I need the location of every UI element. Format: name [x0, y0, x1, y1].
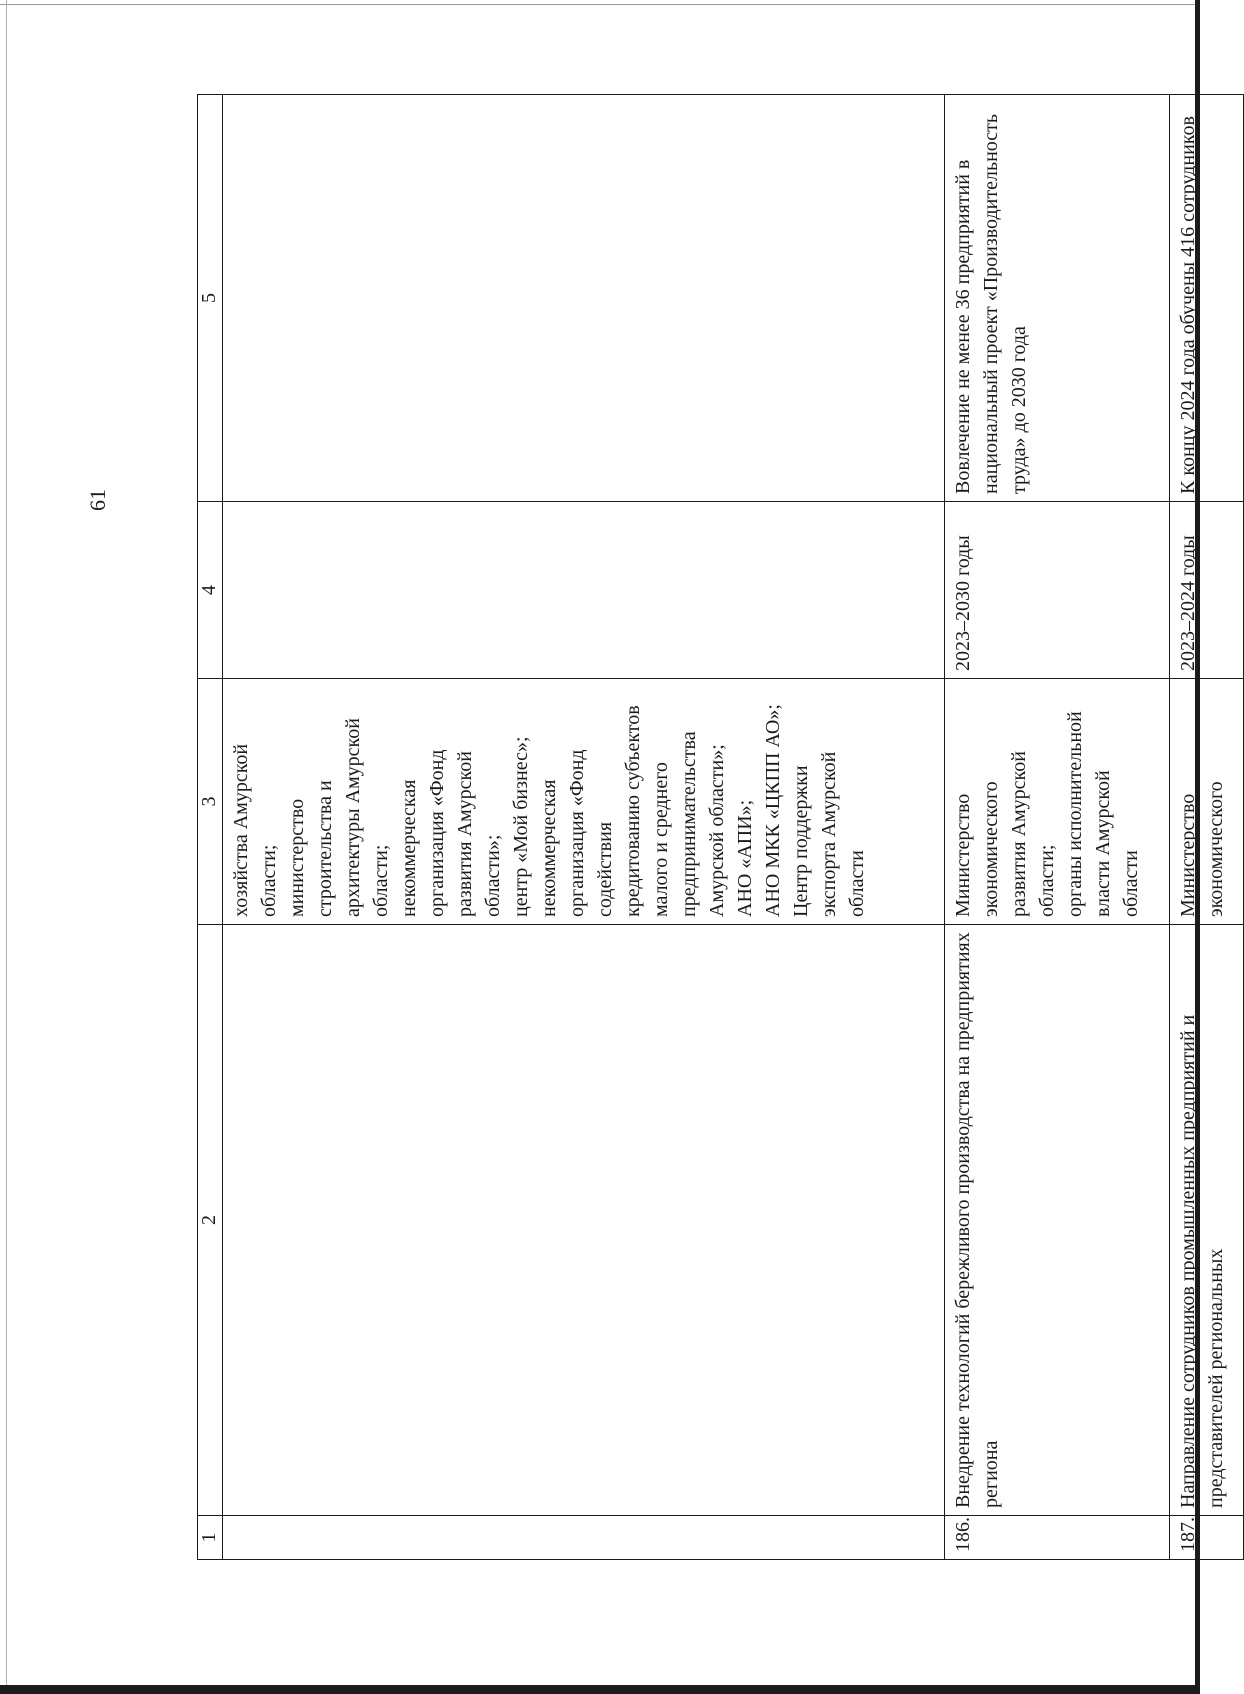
- result-cell: [223, 95, 944, 502]
- executor-line: области: [1119, 850, 1142, 917]
- column-number-5: 5: [198, 95, 223, 502]
- executor-line: экономического: [1204, 781, 1227, 917]
- column-number-3: 3: [198, 679, 223, 925]
- executor-line: центр «Мой бизнес»;: [510, 736, 533, 917]
- period-cell: [223, 502, 944, 679]
- measure-cell: Направление сотрудников промышленных предприятий и представителей региональных: [1169, 925, 1243, 1516]
- executor-line: Амурской области»;: [706, 744, 729, 917]
- executor-line: архитектуры Амурской: [342, 718, 365, 917]
- executor-line: содействия: [594, 821, 617, 917]
- executor-line: кредитованию субъектов: [622, 705, 645, 917]
- result-cell: Вовлечение не менее 36 предприятий в национальный проект «Производительность труда» до 2030 года: [944, 95, 1169, 502]
- executors-cell: [223, 679, 944, 925]
- table-row: [223, 95, 944, 1560]
- row-number-cell: [223, 1516, 944, 1560]
- measure-cell: Внедрение технологий бережливого производства на предприятиях региона: [944, 925, 1169, 1516]
- scan-left-line: [6, 0, 7, 1685]
- row-number-cell: 187.: [1169, 1516, 1243, 1560]
- executor-line: хозяйства Амурской: [230, 743, 253, 917]
- executor-line: Центр поддержки: [790, 765, 813, 917]
- executor-line: области;: [1035, 844, 1058, 917]
- executor-line: некоммерческая: [398, 779, 421, 917]
- executor-line: развития Амурской: [454, 751, 477, 917]
- executor-line: организация «Фонд: [566, 749, 589, 917]
- table-row: [1169, 95, 1243, 1560]
- scan-bottom-edge: [0, 1685, 1200, 1694]
- executor-line: экспорта Амурской: [818, 751, 841, 917]
- column-number-1: 1: [198, 1516, 223, 1560]
- executor-line: АНО «АПИ»;: [734, 799, 757, 917]
- column-number-2: 2: [198, 925, 223, 1516]
- executor-line: области»;: [482, 834, 505, 917]
- executor-line: органы исполнительной: [1063, 711, 1086, 917]
- executor-line: АНО МКК «ЦКПП АО»;: [762, 704, 785, 917]
- executor-line: власти Амурской: [1091, 770, 1114, 917]
- executor-line: области;: [258, 844, 281, 917]
- executor-line: предпринимательства: [678, 731, 701, 917]
- column-number-4: 4: [198, 502, 223, 679]
- period-cell: 2023–2024 годы: [1169, 502, 1243, 679]
- executors-cell: [944, 679, 1169, 925]
- period-cell: 2023–2030 годы: [944, 502, 1169, 679]
- executor-line: Министерство: [1176, 793, 1199, 917]
- executor-line: министерство: [286, 798, 309, 917]
- executor-line: некоммерческая: [538, 779, 561, 917]
- column-number-row: [198, 95, 223, 1560]
- result-cell: К концу 2024 года обучены 416 сотрудников: [1169, 95, 1243, 502]
- scan-top-line: [0, 4, 1195, 5]
- executor-line: организация «Фонд: [426, 749, 449, 917]
- table-row: [944, 95, 1169, 1560]
- executor-line: развития Амурской: [1007, 751, 1030, 917]
- executor-line: Министерство: [951, 793, 974, 917]
- executor-line: малого и среднего: [650, 762, 673, 917]
- measures-table: [197, 94, 1244, 1560]
- page-number: 61: [85, 489, 110, 511]
- executor-line: экономического: [979, 781, 1002, 917]
- rotated-table-container: [197, 95, 1244, 1560]
- measure-cell: [223, 925, 944, 1516]
- executor-line: области;: [370, 844, 393, 917]
- executor-line: области: [846, 850, 869, 917]
- executor-line: строительства и: [314, 780, 337, 917]
- executors-cell: [1169, 679, 1243, 925]
- row-number-cell: 186.: [944, 1516, 1169, 1560]
